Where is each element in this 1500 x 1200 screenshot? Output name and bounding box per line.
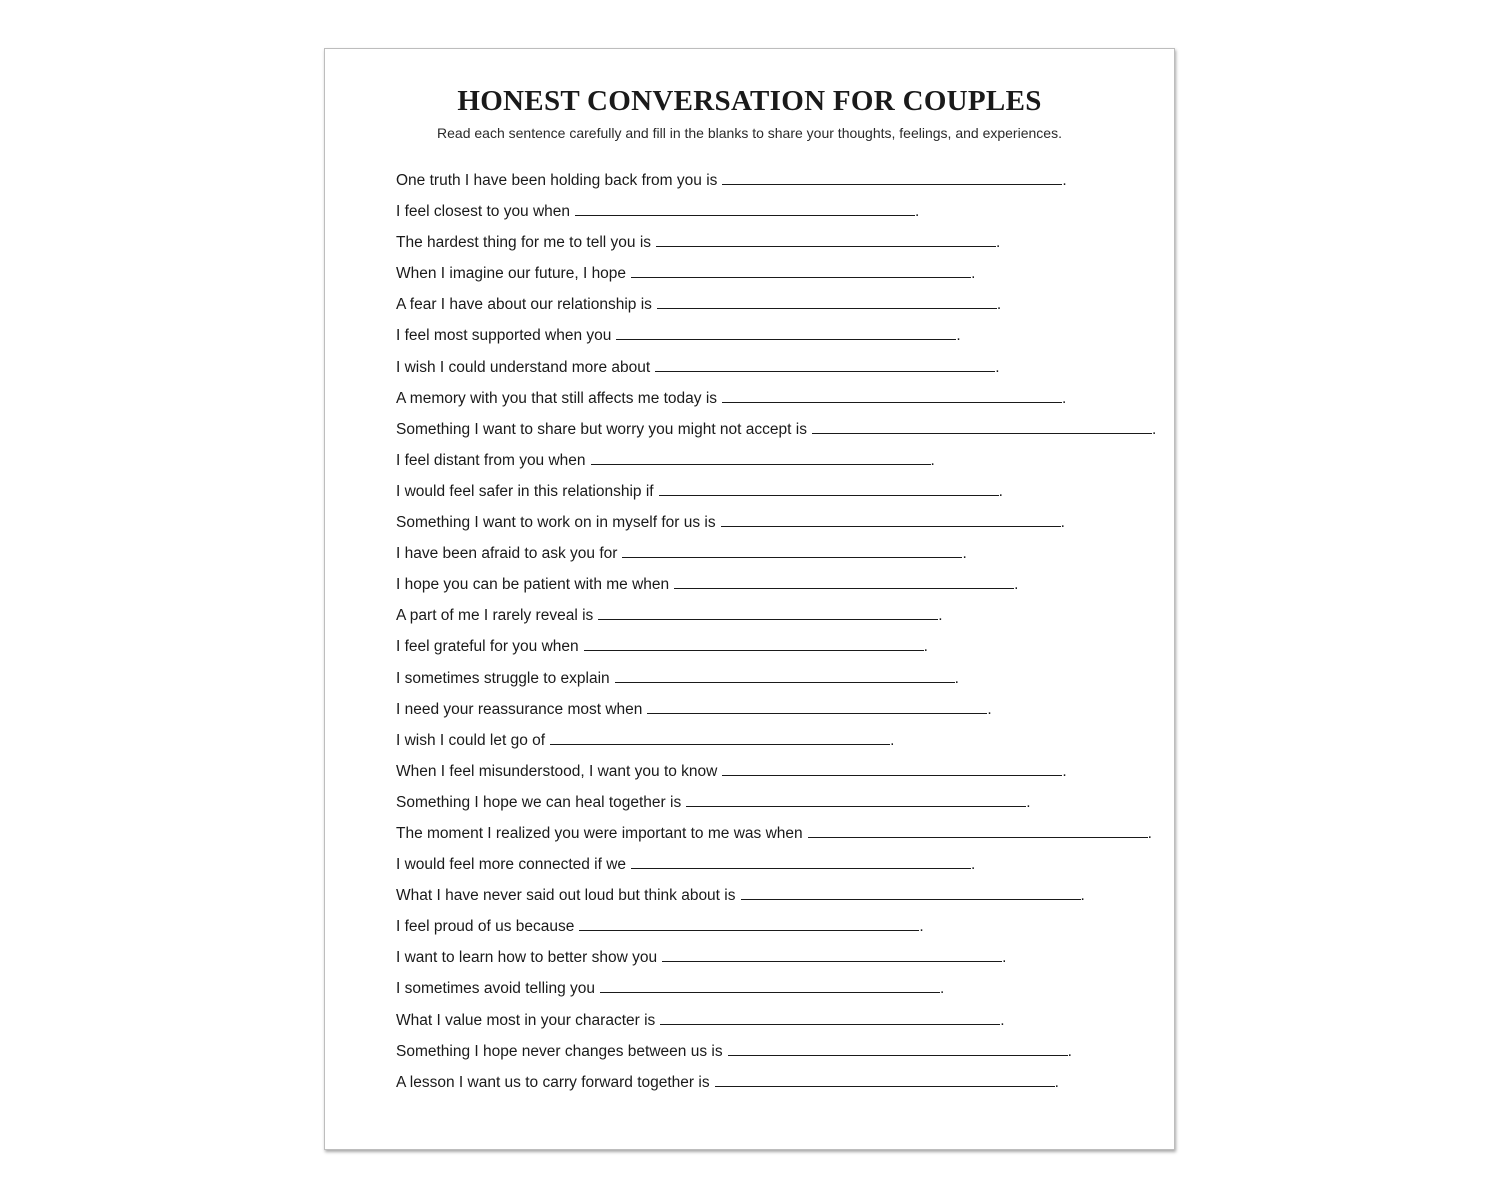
prompt-text: I need your reassurance most when	[396, 700, 643, 718]
answer-blank[interactable]	[722, 170, 1062, 185]
prompt-text: I have been afraid to ask you for	[396, 545, 618, 563]
prompt-item-28	[396, 1005, 1156, 1036]
prompt-period: .	[996, 296, 1002, 314]
prompt-item-3	[396, 227, 1156, 258]
prompt-item-12	[396, 507, 1156, 538]
prompt-period: .	[971, 265, 976, 283]
prompt-item-10	[396, 445, 1156, 476]
answer-blank[interactable]	[622, 543, 962, 558]
answer-blank[interactable]	[722, 761, 1062, 776]
answer-blank[interactable]	[722, 388, 1062, 403]
prompt-text: I wish I could let go of	[396, 731, 546, 749]
prompt-period: .	[915, 203, 920, 221]
prompt-text: I feel closest to you when	[396, 203, 571, 221]
answer-blank[interactable]	[812, 419, 1152, 434]
prompt-text: I feel most supported when you	[396, 327, 612, 345]
prompt-period: .	[940, 980, 945, 998]
prompt-item-20	[396, 756, 1156, 787]
prompt-item-7	[396, 352, 1156, 383]
prompt-item-30	[396, 1067, 1156, 1098]
prompt-period: .	[1062, 762, 1067, 780]
prompt-text: I sometimes struggle to explain	[396, 669, 610, 687]
prompt-item-2	[396, 196, 1156, 227]
prompt-text: I feel grateful for you when	[396, 638, 579, 656]
prompt-item-25	[396, 911, 1156, 942]
prompt-period: .	[1000, 1011, 1005, 1029]
prompt-period: .	[1080, 887, 1085, 905]
prompt-period: .	[919, 918, 924, 936]
prompt-period: .	[930, 451, 935, 469]
answer-blank[interactable]	[660, 1010, 1000, 1025]
prompt-period: .	[1026, 793, 1031, 811]
answer-blank[interactable]	[647, 699, 987, 714]
answer-blank[interactable]	[600, 978, 940, 993]
prompt-period: .	[1014, 576, 1019, 594]
prompt-text: What I have never said out loud but think about is	[396, 887, 736, 905]
prompt-item-18	[396, 694, 1156, 725]
prompt-period: .	[1147, 824, 1152, 842]
prompt-text: A memory with you that still affects me today is	[396, 389, 718, 407]
prompt-item-29	[396, 1036, 1156, 1067]
prompt-item-16	[396, 631, 1156, 662]
prompt-period: .	[962, 545, 967, 563]
prompt-item-9	[396, 414, 1156, 445]
prompt-period: .	[1060, 514, 1065, 532]
prompt-period: .	[971, 856, 976, 874]
prompt-item-5	[396, 289, 1156, 320]
prompt-text: The hardest thing for me to tell you is	[396, 234, 652, 252]
prompt-text: A lesson I want us to carry forward together is	[396, 1073, 710, 1091]
prompt-period: .	[890, 731, 895, 749]
prompt-period: .	[954, 669, 959, 687]
prompt-period: .	[1067, 1042, 1072, 1060]
prompt-text: Something I hope never changes between us is	[396, 1042, 723, 1060]
prompt-text: A fear I have about our relationship is	[396, 296, 652, 314]
answer-blank[interactable]	[550, 730, 890, 745]
prompt-text: I want to learn how to better show you	[396, 949, 658, 967]
prompt-text: Something I want to share but worry you might not accept is	[396, 420, 807, 438]
answer-blank[interactable]	[591, 450, 931, 465]
answer-blank[interactable]	[598, 605, 938, 620]
answer-blank[interactable]	[715, 1072, 1055, 1087]
worksheet-page	[324, 48, 1175, 1150]
answer-blank[interactable]	[655, 357, 995, 372]
prompt-text: I feel distant from you when	[396, 451, 586, 469]
worksheet-instructions: Read each sentence carefully and fill in the blanks to share your thoughts, feelings, and experiences.	[437, 125, 1062, 141]
prompt-item-21	[396, 787, 1156, 818]
prompt-text: A part of me I rarely reveal is	[396, 607, 594, 625]
prompt-text: I feel proud of us because	[396, 918, 575, 936]
answer-blank[interactable]	[686, 792, 1026, 807]
prompt-text: When I imagine our future, I hope	[396, 265, 627, 283]
answer-blank[interactable]	[615, 668, 955, 683]
prompt-item-14	[396, 569, 1156, 600]
prompt-text: I hope you can be patient with me when	[396, 576, 670, 594]
prompt-list	[396, 165, 1156, 1098]
prompt-item-8	[396, 383, 1156, 414]
answer-blank[interactable]	[674, 574, 1014, 589]
answer-blank[interactable]	[662, 947, 1002, 962]
prompt-period: .	[956, 327, 961, 345]
prompt-item-11	[396, 476, 1156, 507]
answer-blank[interactable]	[728, 1041, 1068, 1056]
prompt-text: Something I want to work on in myself for us is	[396, 514, 716, 532]
prompt-text: What I value most in your character is	[396, 1011, 656, 1029]
prompt-item-15	[396, 600, 1156, 631]
prompt-period: .	[1054, 1073, 1059, 1091]
answer-blank[interactable]	[575, 201, 915, 216]
prompt-period: .	[1151, 420, 1157, 438]
answer-blank[interactable]	[616, 325, 956, 340]
prompt-item-24	[396, 880, 1156, 911]
prompt-period: .	[1062, 389, 1067, 407]
prompt-period: .	[923, 638, 928, 656]
worksheet-title: HONEST CONVERSATION FOR COUPLES	[457, 85, 1042, 117]
answer-blank[interactable]	[808, 823, 1148, 838]
answer-blank[interactable]	[721, 512, 1061, 527]
prompt-period: .	[996, 234, 1001, 252]
prompt-item-27	[396, 973, 1156, 1004]
prompt-item-23	[396, 849, 1156, 880]
prompt-text: The moment I realized you were important to me was when	[396, 824, 803, 842]
answer-blank[interactable]	[579, 916, 919, 931]
prompt-text: I sometimes avoid telling you	[396, 980, 596, 998]
prompt-text: I would feel more connected if we	[396, 856, 627, 874]
answer-blank[interactable]	[656, 232, 996, 247]
answer-blank[interactable]	[584, 636, 924, 651]
prompt-item-19	[396, 725, 1156, 756]
prompt-period: .	[938, 607, 943, 625]
prompt-item-1	[396, 165, 1156, 196]
prompt-item-6	[396, 320, 1156, 351]
prompt-period: .	[987, 700, 992, 718]
prompt-text: I wish I could understand more about	[396, 358, 651, 376]
prompt-text: I would feel safer in this relationship if	[396, 482, 654, 500]
answer-blank[interactable]	[657, 294, 997, 309]
prompt-text: One truth I have been holding back from you is	[396, 172, 718, 189]
prompt-period: .	[1062, 172, 1067, 189]
prompt-text: Something I hope we can heal together is	[396, 793, 682, 811]
prompt-text: When I feel misunderstood, I want you to know	[396, 762, 718, 780]
prompt-item-26	[396, 942, 1156, 973]
answer-blank[interactable]	[631, 263, 971, 278]
prompt-period: .	[995, 358, 1000, 376]
prompt-item-17	[396, 663, 1156, 694]
answer-blank[interactable]	[631, 854, 971, 869]
answer-blank[interactable]	[659, 481, 999, 496]
answer-blank[interactable]	[741, 885, 1081, 900]
prompt-item-4	[396, 258, 1156, 289]
prompt-period: .	[998, 482, 1003, 500]
prompt-period: .	[1002, 949, 1007, 967]
prompt-item-13	[396, 538, 1156, 569]
prompt-item-22	[396, 818, 1156, 849]
